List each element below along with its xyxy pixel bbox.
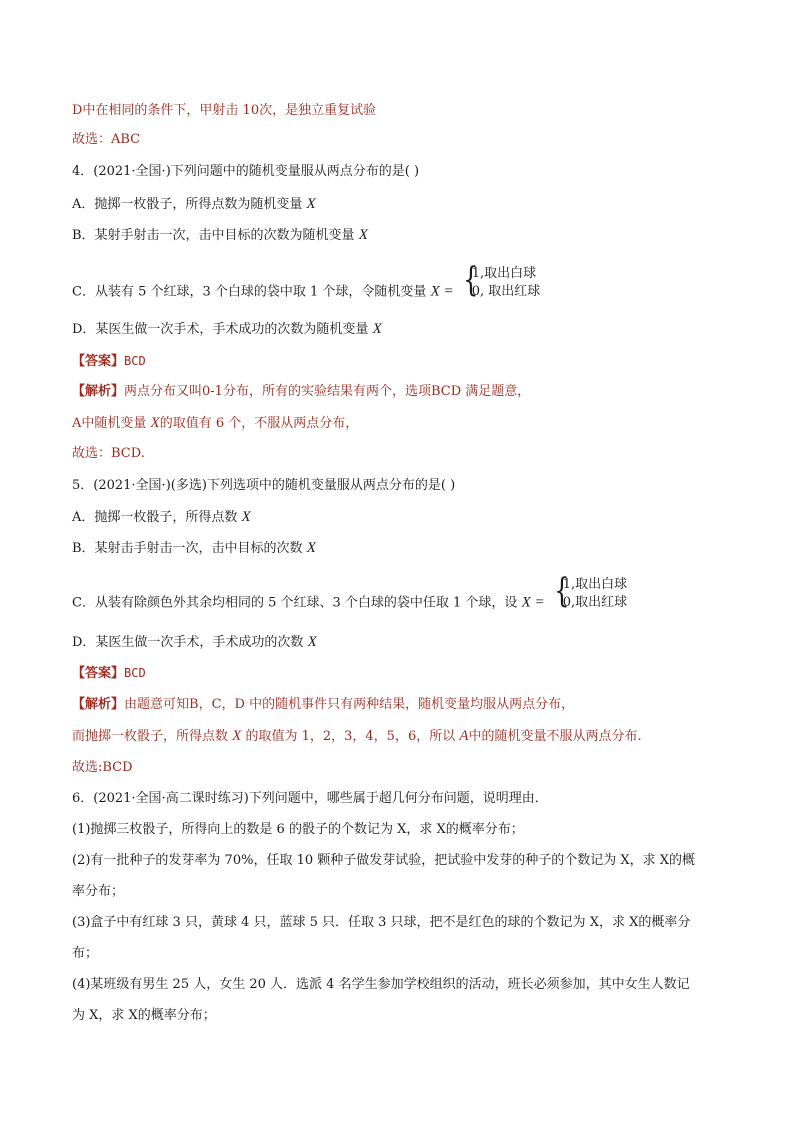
q4-option-c-text: C．从装有 5 个红球，3 个白球的袋中取 1 个球，令随机变量	[72, 284, 427, 300]
q5-option-b	[72, 539, 734, 558]
q4-analysis-1-text: 两点分布又叫0-1分布，所有的实验结果有两个，选项BCD 满足题意，	[124, 384, 531, 399]
q5-option-a	[72, 508, 734, 527]
q5-option-c-text: C．从装有除颜色外其余均相同的 5 个红球、3 个白球的袋中任取 1 个球，设	[72, 595, 518, 611]
q4-option-b-text: B．某射手射击一次，击中目标的次数为随机变量	[72, 228, 355, 243]
q5-option-a-var: X	[241, 509, 251, 525]
q6-part-4a: (4)某班级有男生 25 人，女生 20 人．选派 4 名学生参加学校组织的活动，班长必须参加，其中女生人数记	[72, 977, 690, 992]
q5-answer-tag: 【答案】	[72, 666, 125, 681]
q6-stem: 6．(2021·全国·高二课时练习)下列问题中，哪些属于超几何分布问题，说明理由．	[72, 791, 548, 806]
q4-option-d-var: X	[372, 321, 382, 337]
q5-option-a-text: A．抛掷一枚骰子，所得点数	[72, 510, 238, 525]
q5-option-d-text: D．某医生做一次手术，手术成功的次数	[72, 635, 304, 650]
q4-analysis-2a: A中随机变量	[72, 416, 147, 431]
q4-analysis-tag: 【解析】	[72, 384, 125, 399]
q5-case-2: 0,取出红球	[562, 595, 628, 610]
q4-option-c-eq: X =	[430, 283, 454, 300]
q4-answer-value: BCD	[124, 354, 146, 368]
q5-option-c	[72, 571, 734, 621]
q6-part-4b: 为 X，求 X的概率分布；	[72, 1008, 216, 1023]
q4-option-b	[72, 226, 734, 245]
q4-option-c	[72, 260, 734, 310]
q4-option-d	[72, 320, 734, 339]
brace-icon: {	[462, 260, 479, 300]
q4-analysis-2-var: X	[150, 415, 160, 431]
intro-answer-line: 故选：ABC	[72, 132, 141, 147]
q5-piecewise	[551, 571, 628, 612]
q5-analysis-2b: 的取值为 1，2，3，4，5，6，所以	[245, 729, 456, 744]
q4-option-b-var: X	[358, 227, 368, 243]
q5-option-c-eq: X =	[521, 594, 545, 611]
q4-case-2: 0, 取出红球	[471, 284, 541, 299]
q4-answer	[72, 352, 734, 371]
q4-answer-tag: 【答案】	[72, 354, 125, 369]
q4-conclusion: 故选：BCD.	[72, 446, 145, 461]
q6-part-3a: (3)盒子中有红球 3 只，黄球 4 只，蓝球 5 只．任取 3 只球，把不是红色的球的个数记为 X，求 X的概率分	[72, 915, 691, 930]
q5-conclusion: 故选:BCD	[72, 760, 133, 775]
q5-analysis-1	[72, 696, 734, 714]
q5-analysis-2	[72, 727, 734, 746]
q4-option-d-text: D．某医生做一次手术，手术成功的次数为随机变量	[72, 322, 369, 337]
q6-part-1: (1)抛掷三枚骰子，所得向上的数是 6 的骰子的个数记为 X，求 X的概率分布；	[72, 822, 524, 837]
q4-piecewise	[460, 260, 541, 301]
q5-analysis-2-var: X	[232, 728, 242, 744]
q5-stem: 5．(2021·全国·)(多选)下列选项中的随机变量服从两点分布的是( )	[72, 478, 456, 493]
q5-analysis-1-text: 由题意可知B，C，D 中的随机事件只有两种结果，随机变量均服从两点分布，	[124, 697, 575, 712]
q5-analysis-2-a: A	[459, 728, 469, 744]
q6-part-2b: 率分布；	[72, 884, 125, 899]
q5-option-b-var: X	[306, 540, 316, 556]
brace-icon: {	[553, 571, 570, 611]
q6-part-2a: (2)有一批种子的发芽率为 70%，任取 10 颗种子做发芽试验，把试验中发芽的种子的个数记为 X，求 X的概	[72, 853, 696, 868]
q5-answer	[72, 664, 734, 683]
intro-d-line: D中在相同的条件下，甲射击 10次，是独立重复试验	[72, 103, 377, 118]
q5-analysis-2c: 中的随机变量不服从两点分布.	[468, 729, 642, 744]
q5-option-d-var: X	[307, 634, 317, 650]
q5-option-b-text: B．某射击手射击一次，击中目标的次数	[72, 541, 303, 556]
q5-answer-value: BCD	[124, 666, 146, 680]
q4-option-a-text: A．抛掷一枚骰子，所得点数为随机变量	[72, 197, 303, 212]
q5-case-1: 1,取出白球	[562, 577, 628, 592]
q4-analysis-1	[72, 383, 734, 401]
q4-stem: 4．(2021·全国·)下列问题中的随机变量服从两点分布的是( )	[72, 164, 420, 179]
q5-option-d	[72, 633, 734, 652]
q5-analysis-2a: 而抛掷一枚骰子，所得点数	[72, 729, 229, 744]
q4-analysis-2b: 的取值有 6 个，不服从两点分布，	[159, 416, 359, 431]
q6-part-3b: 布；	[72, 946, 99, 961]
q4-option-a	[72, 195, 734, 214]
q4-analysis-2	[72, 414, 734, 433]
q4-case-1: 1,取出白球	[471, 266, 537, 281]
q5-analysis-tag: 【解析】	[72, 697, 125, 712]
q4-option-a-var: X	[306, 196, 316, 212]
